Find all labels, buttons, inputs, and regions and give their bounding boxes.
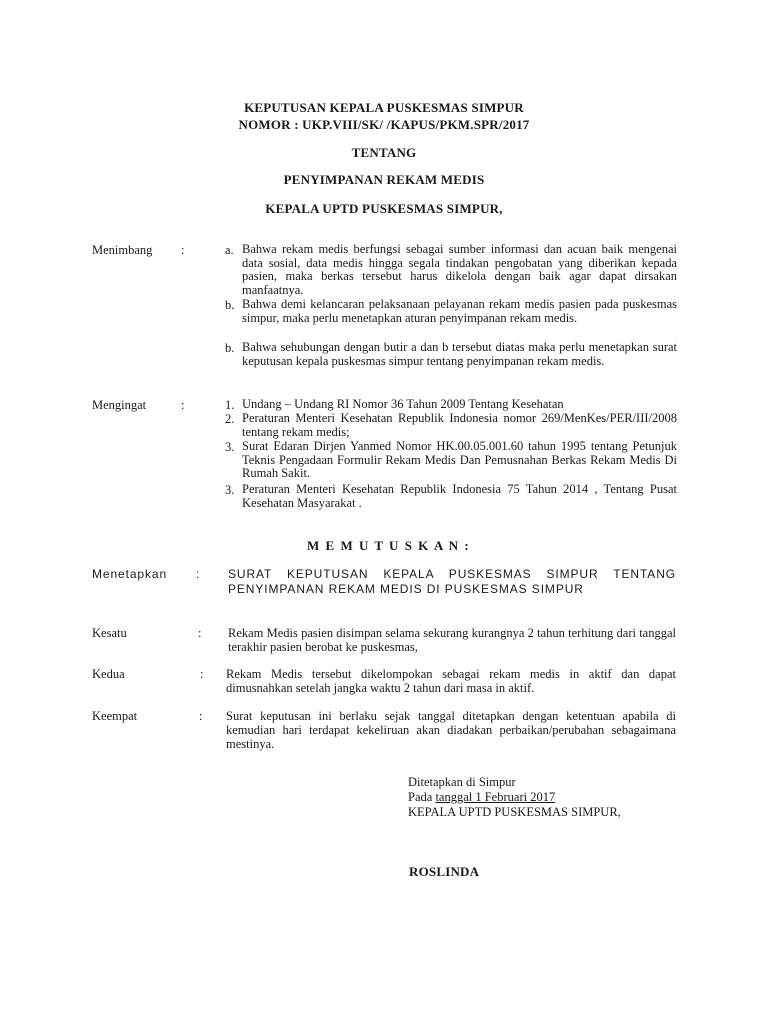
kedua-text: Rekam Medis tersebut dikelompokan sebagai rekam medis in aktif dan dapat dimusnahkan setelah jangka waktu 2 tahun dari masa in aktif. <box>226 667 676 695</box>
item-marker: a. <box>225 243 234 257</box>
item-text: Bahwa rekam medis berfungsi sebagai sumber informasi dan acuan baik mengenai data sosial, data medis hingga segala tindakan pengobatan yang diberikan kepada pasien, maka berkas tersebut harus dikelola dengan baik agar dapat dirsakan manfaatnya. <box>242 242 677 298</box>
keempat-colon: : <box>199 709 203 723</box>
menetapkan-text: SURAT KEPUTUSAN KEPALA PUSKESMAS SIMPUR TENTANG PENYIMPANAN REKAM MEDIS DI PUSKESMAS SIMPUR <box>228 567 676 596</box>
item-text: Bahwa sehubungan dengan butir a dan b tersebut diatas maka perlu menetapkan surat keputusan kepala puskesmas simpur tentang penyimpanan rekam medis. <box>242 340 677 368</box>
keempat-text: Surat keputusan ini berlaku sejak tanggal ditetapkan dengan ketentuan apabila di kemudian hari terdapat kekeliruan akan diadakan perbaikan/perubahan sebagaimana mestinya. <box>226 709 676 751</box>
menetapkan-colon: : <box>196 567 201 581</box>
menetapkan-label: Menetapkan <box>92 567 168 581</box>
item-marker: 1. <box>225 398 235 412</box>
item-marker: 2. <box>225 412 235 426</box>
item-marker: 3. <box>225 483 235 497</box>
kesatu-text: Rekam Medis pasien disimpan selama sekurang kurangnya 2 tahun terhitung dari tanggal terakhir pasien berobat ke puskesmas, <box>228 626 676 654</box>
item-text: Surat Edaran Dirjen Yanmed Nomor HK.00.05.001.60 tahun 1995 tentang Petunjuk Teknis Pengadaan Formulir Rekam Medis Dan Pemusnahan Berkas Rekam Medis Di Rumah Sakit. <box>242 439 677 481</box>
mengingat-colon: : <box>181 398 185 412</box>
signature-date-prefix: Pada <box>408 790 436 804</box>
decree-number: NOMOR : UKP.VIII/SK/ /KAPUS/PKM.SPR/2017 <box>238 117 530 132</box>
item-marker: b. <box>225 298 235 312</box>
signature-position: KEPALA UPTD PUSKESMAS SIMPUR, <box>408 805 621 819</box>
item-marker: b. <box>225 341 235 355</box>
kesatu-label: Kesatu <box>92 626 127 640</box>
mengingat-label: Mengingat <box>92 398 147 412</box>
authority-heading: KEPALA UPTD PUSKESMAS SIMPUR, <box>265 201 503 216</box>
item-text: Peraturan Menteri Kesehatan Republik Indonesia nomor 269/MenKes/PER/III/2008 tentang rekam medis; <box>242 411 677 439</box>
item-marker: 3. <box>225 440 235 454</box>
decree-title: KEPUTUSAN KEPALA PUSKESMAS SIMPUR <box>244 100 524 115</box>
menimbang-colon: : <box>181 243 185 257</box>
signature-date: tanggal 1 Februari 2017 <box>435 790 556 804</box>
signature-place: Ditetapkan di Simpur <box>408 775 516 789</box>
kedua-colon: : <box>200 667 204 681</box>
tentang-heading: TENTANG <box>351 145 417 160</box>
kedua-label: Kedua <box>92 667 125 681</box>
keempat-label: Keempat <box>92 709 138 723</box>
signatory-name: ROSLINDA <box>409 864 480 879</box>
item-text: Peraturan Menteri Kesehatan Republik Indonesia 75 Tahun 2014 , Tentang Pusat Kesehatan Masyarakat . <box>242 482 677 510</box>
memutuskan-heading: M E M U T U S K A N : <box>307 538 471 553</box>
item-text: Bahwa demi kelancaran pelaksanaan pelayanan rekam medis pasien pada puskesmas simpur, maka perlu menetapkan aturan penyimpanan rekam medis. <box>242 297 677 325</box>
item-text: Undang – Undang RI Nomor 36 Tahun 2009 Tentang Kesehatan <box>242 397 564 411</box>
kesatu-colon: : <box>198 626 202 640</box>
signature-date-line <box>408 790 555 804</box>
menimbang-label: Menimbang <box>92 243 153 257</box>
subject-heading: PENYIMPANAN REKAM MEDIS <box>283 172 485 187</box>
